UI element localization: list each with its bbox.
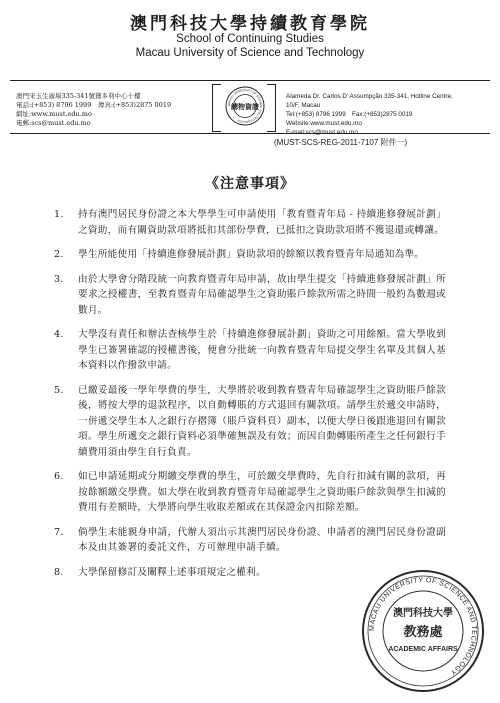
item-number: 5. (54, 384, 64, 396)
item-text: 如已申請延期或分期繳交學費的學生，可於繳交學費時，先自行扣減有關的款項，再按餘額繳交學費。如大學在收到教育暨青年局確認學生之資助賬戶餘款與學生扣減的費用有差額時，大學將向學生收取差額或在其保證金內扣除差額。 (78, 471, 446, 513)
university-logo (208, 84, 280, 130)
item-number: 7. (54, 526, 64, 538)
item-text: 倘學生未能親身申請，代辦人須出示其澳門居民身份證、申請者的澳門居民身份證副本及由其簽署的委託文件，方可辦理申請手續。 (78, 526, 446, 553)
item-number: 8. (54, 566, 64, 578)
phone-fax-zh: 電話:(+853) 8796 1999 傳真:(+853)2875 0019 (16, 101, 172, 109)
university-emblem-icon (225, 86, 265, 126)
item-text: 大學保留修訂及闡釋上述事項規定之權利。 (78, 566, 266, 578)
item-number: 6. (54, 471, 64, 482)
logo-bracket-left (212, 84, 221, 132)
notice-item-4 (54, 327, 446, 374)
item-number: 2. (54, 249, 64, 260)
academic-affairs-seal (360, 568, 486, 694)
notice-item-6 (54, 469, 446, 516)
address-zh: 澳門宋玉生廣場335-341號獲多利中心十樓 (16, 92, 141, 100)
institution-name-zh: 澳門科技大學持續教育學院 (130, 14, 370, 34)
header-divider-bottom (10, 133, 490, 134)
logo-center-text: 總物資證 (231, 102, 259, 111)
notice-item-2 (54, 247, 446, 263)
logo-ring-text: MACAU UNIVERSITY OF SCIENCE AND TECHNOLOGY (226, 87, 264, 125)
item-text: 已繳妥最後一學年學費的學生，大學將於收到教育暨青年局確認學生之資助賬戶餘款後，將按大學的退款程序，以自動轉賬的方式退回有關款項。請學生於遞交申請時，一併遞交學生本人之銀行存摺簿（賬戶資料頁）副本，以便大學日後跟進退回有關款項。學生所遞交之銀行資料必須準確無誤及有效；而因自動轉賬所產生之任何銀行手續費用須由學生自行負責。 (78, 384, 446, 458)
school-name-en: School of Continuing Studies (176, 33, 324, 45)
notice-item-5 (54, 383, 446, 461)
header-divider-top (10, 80, 490, 81)
item-number: 1. (54, 209, 64, 220)
website-en: Website:www.must.edu.mo (286, 120, 362, 127)
address-en-line2: 10/F, Macau (286, 102, 321, 109)
seal-top-text: 澳門科技大學 (393, 608, 453, 619)
contact-info-zh (16, 92, 206, 128)
item-text: 學生所能使用「持續進修發展計劃」資助款項的餘額以教育暨青年局通知為準。 (78, 249, 425, 260)
seal-bottom-text: ACADEMIC AFFAIRS (388, 646, 458, 653)
email-en: E-mail:scs@must.edu.mo (286, 129, 358, 136)
item-number: 4. (54, 329, 64, 340)
item-text: 由於大學會分階段統一向教育暨青年局申請，故由學生提交「持續進修發展計劃」所要求之授權書，至教育暨青年局確認學生之資助賬戶餘款所需之時間一般約為數週或數月。 (78, 273, 446, 316)
seal-center-text: 教務處 (403, 625, 443, 640)
notice-item-3 (54, 272, 446, 319)
document-title: 《注意事項》 (205, 176, 295, 192)
address-en-line1: Alameda Dr. Carlos D' Assumpção 335-341, Hotline Centre, (286, 93, 453, 100)
email-zh: 電郵:scs@must.edu.mo (16, 119, 91, 127)
logo-bracket-right (267, 84, 276, 132)
seal-ring-text: MACAU UNIVERSITY OF SCIENCE AND TECHNOLOGY (368, 576, 478, 677)
document-reference: (MUST-SCS-REG-2011-7107 附件一) (274, 138, 408, 147)
item-number: 3. (54, 273, 64, 285)
university-name-en: Macau University of Science and Technology (135, 47, 365, 59)
item-text: 持有澳門居民身份證之本大學學生可申請使用「教育暨青年局 - 持續進修發展計劃」之資助，而有關資助款項將抵扣其部份學費，已抵扣之資助款項將不獲退還或轉讓。 (78, 209, 446, 236)
contact-info-en (286, 92, 496, 137)
notice-item-1 (54, 207, 446, 238)
notice-list (54, 207, 446, 580)
website-zh: 網址:www.must.edu.mo (16, 110, 92, 118)
notice-item-7 (54, 525, 446, 556)
item-text: 大學沒有責任和辦法查核學生於「持續進修發展計劃」資助之可用餘額。當大學收到學生已簽署確認的授權書後，便會分批統一向教育暨青年局提交學生名單及其個人基本資料以作撥款申請。 (78, 329, 446, 371)
phone-fax-en: Tel:(+853) 8796 1999 Fax:(+853)2875 0019 (286, 111, 413, 118)
